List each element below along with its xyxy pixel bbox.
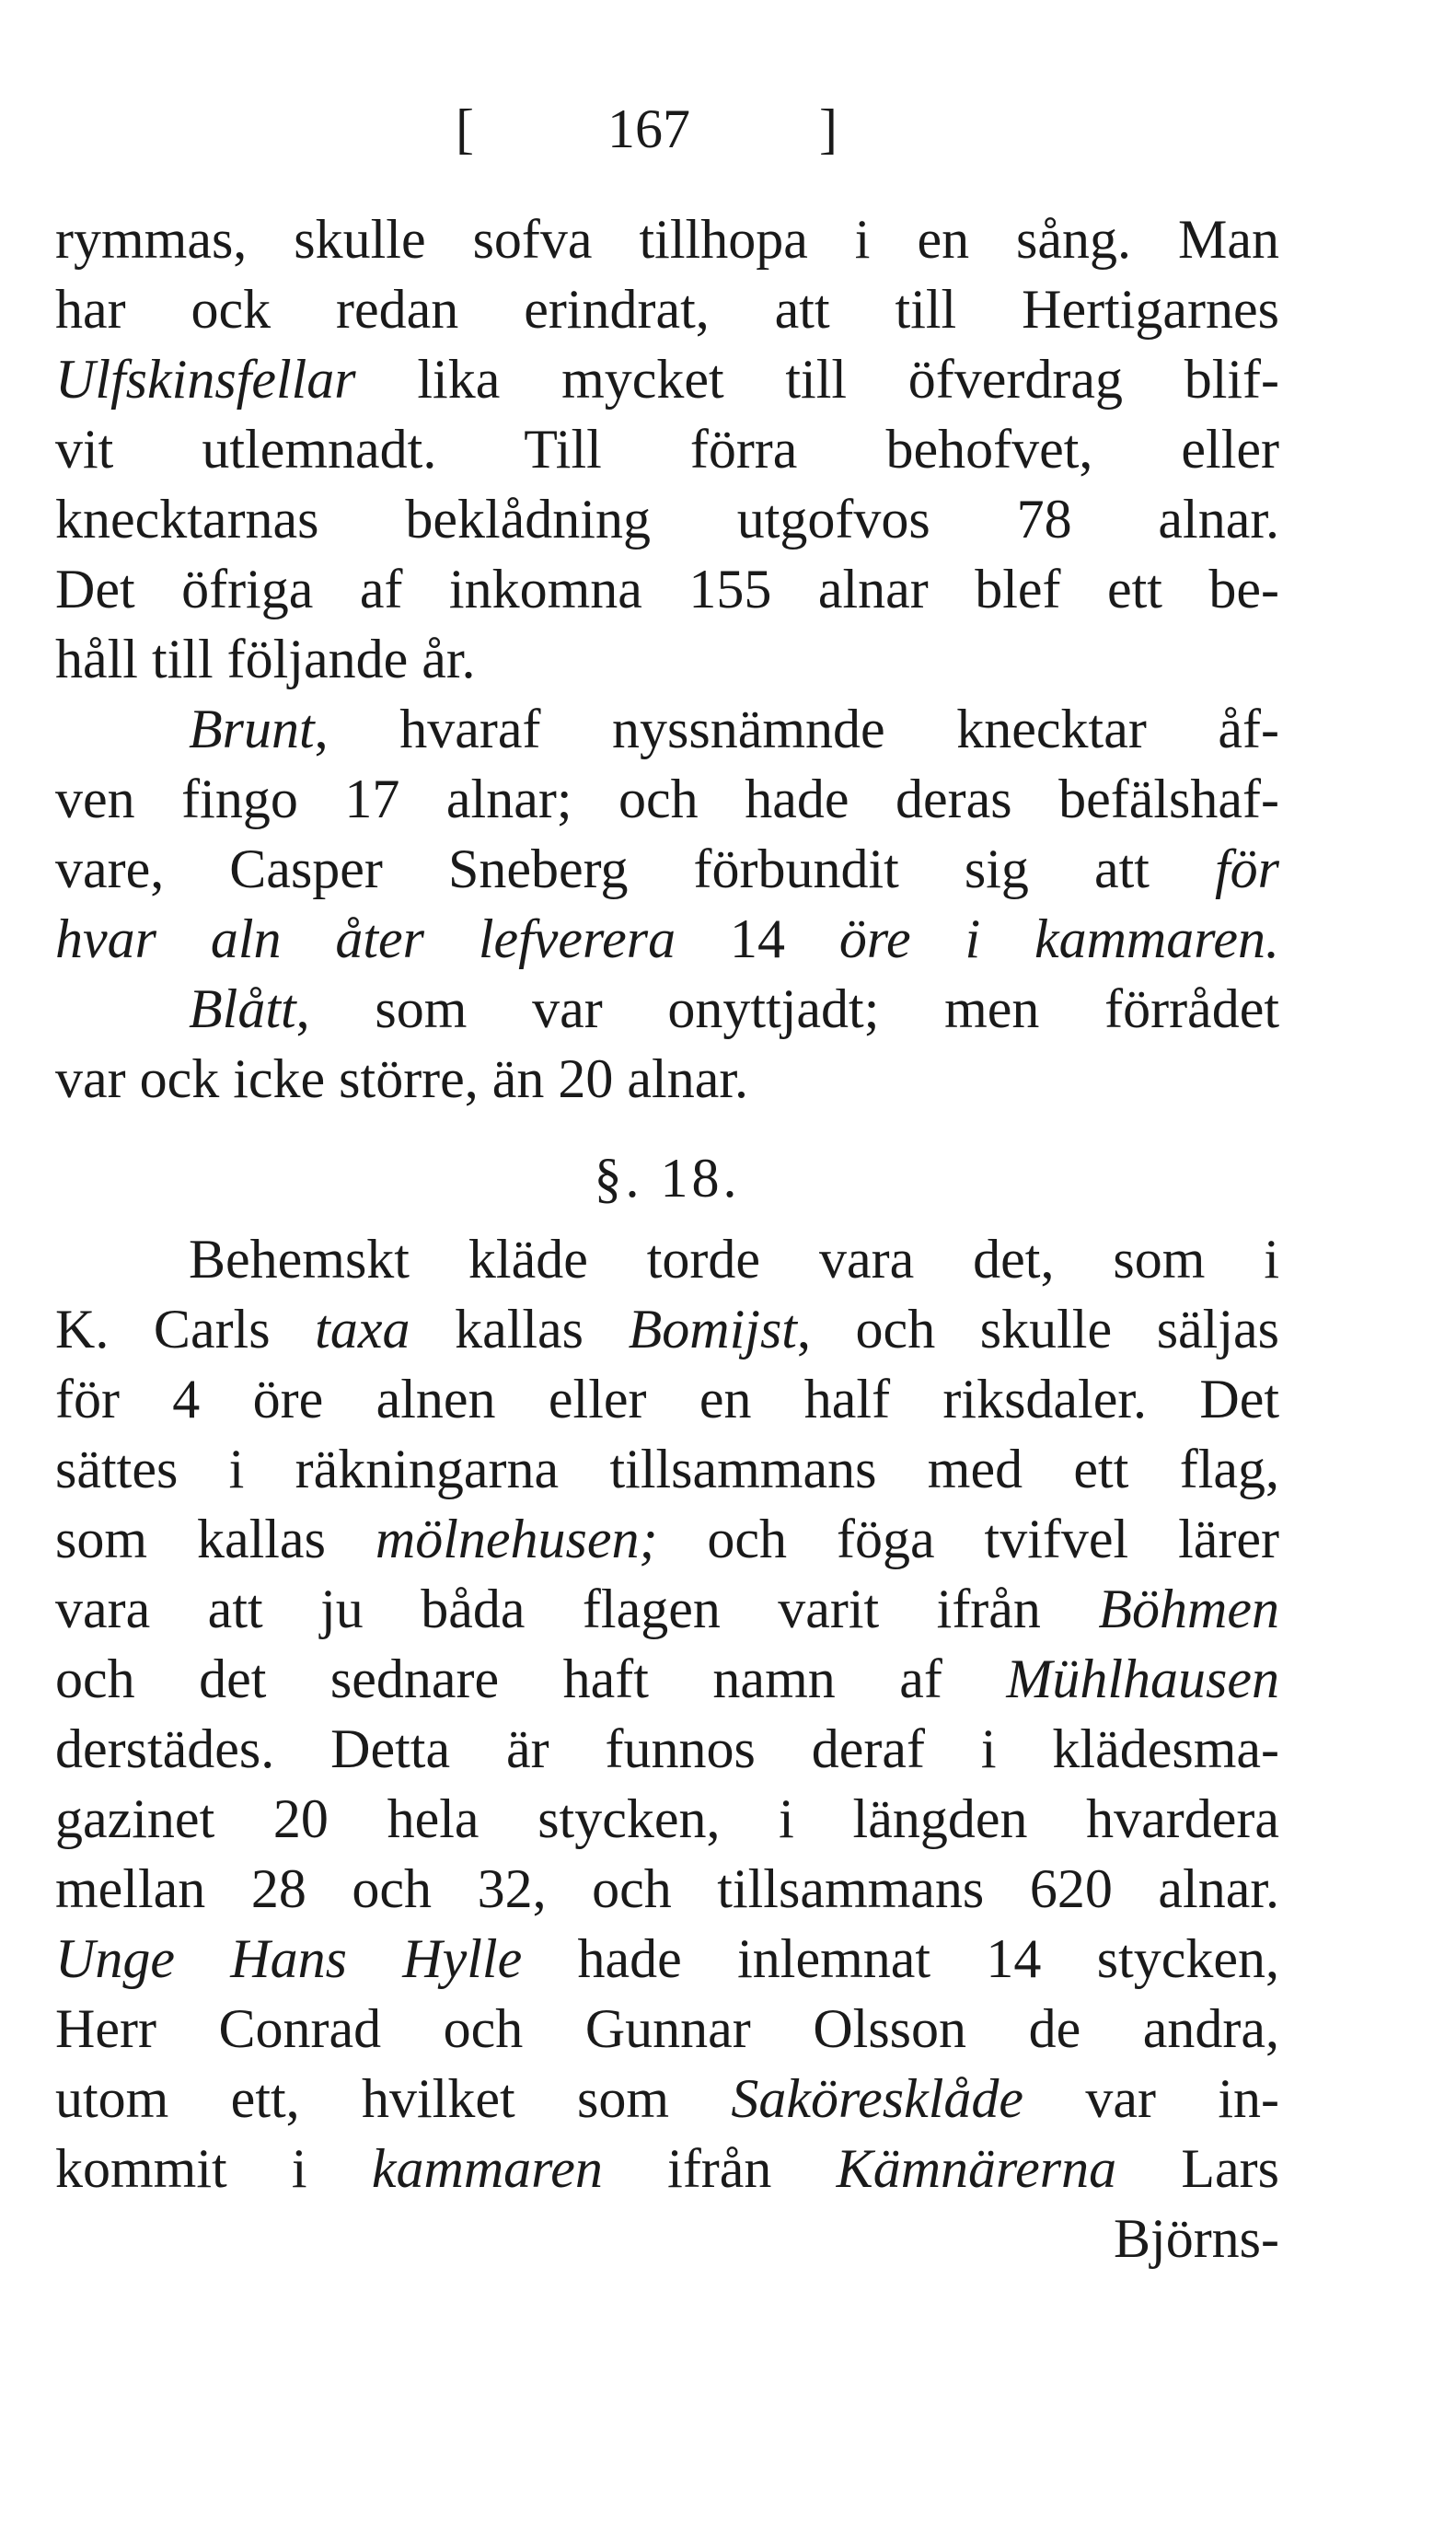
text-line <box>55 1924 1279 1994</box>
section-heading <box>55 1114 1279 1215</box>
line-text: var ock icke större, än 20 alnar. <box>55 1048 749 1109</box>
italic-term: Böhmen <box>1098 1579 1279 1639</box>
text-line <box>55 1644 1279 1714</box>
italic-term: Brunt <box>189 699 315 759</box>
italic-term: Kämnärerna <box>836 2138 1117 2199</box>
line-text: , hvaraf nyssnämnde knecktar åf- <box>314 699 1279 759</box>
line-text: gazinet 20 hela stycken, i längden hvardera <box>55 1788 1279 1849</box>
line-text: utom ett, hvilket som <box>55 2068 732 2129</box>
line-text: kommit i <box>55 2138 372 2199</box>
line-text: ven fingo 17 alnar; och hade deras befälshaf- <box>55 769 1279 829</box>
catchword-text: Björns- <box>1114 2208 1279 2269</box>
text-line <box>55 554 1279 624</box>
text-line <box>55 274 1279 344</box>
line-text: , och skulle säljas <box>796 1299 1279 1359</box>
text-line <box>55 414 1279 484</box>
line-text: hade inlemnat 14 stycken, <box>522 1928 1279 1989</box>
text-line <box>55 1504 1279 1574</box>
line-text: K. Carls <box>55 1299 316 1359</box>
header-bracket-right: ] <box>819 98 838 159</box>
line-text: rymmas, skulle sofva tillhopa i en sång. Man <box>55 209 1279 270</box>
italic-term: Mühlhausen <box>1006 1649 1279 1709</box>
text-line <box>55 2064 1279 2134</box>
line-text: för 4 öre alnen eller en half riksdaler. Det <box>55 1369 1279 1429</box>
text-line <box>55 1714 1279 1784</box>
line-text: derstädes. Detta är funnos deraf i klädesma- <box>55 1718 1279 1779</box>
text-line <box>55 1994 1279 2064</box>
line-text: lika mycket till öfverdrag blif- <box>355 349 1279 410</box>
text-line <box>55 484 1279 554</box>
italic-term: Saköresklåde <box>731 2068 1024 2129</box>
line-text: och det sednare haft namn af <box>55 1649 1007 1709</box>
line-text: som kallas <box>55 1509 376 1569</box>
line-text: knecktarnas beklådning utgofvos 78 alnar. <box>55 489 1279 550</box>
line-text: Behemskt kläde torde vara det, som i <box>189 1229 1279 1290</box>
header-bracket-left: [ <box>456 98 474 159</box>
text-line <box>55 1294 1279 1364</box>
italic-term: kammaren <box>371 2138 603 2199</box>
italic-term: Ulfskinsfellar <box>55 349 356 410</box>
line-text: , som var onyttjadt; men förrådet <box>295 978 1279 1039</box>
line-text: och föga tvifvel lärer <box>657 1509 1279 1569</box>
italic-term: Bomijst <box>628 1299 797 1359</box>
text-line <box>55 1044 1279 1114</box>
text-line <box>55 764 1279 834</box>
line-text: Herr Conrad och Gunnar Olsson de andra, <box>55 1998 1279 2059</box>
line-text: mellan 28 och 32, och tillsammans 620 alnar. <box>55 1858 1279 1919</box>
line-text: vare, Casper Sneberg förbundit sig att <box>55 839 1215 899</box>
page-number: 167 <box>607 98 690 159</box>
text-line <box>55 1224 1279 1294</box>
italic-term: hvar aln åter lefverera <box>55 908 676 969</box>
line-text: Det öfriga af inkomna 155 alnar blef ett be- <box>55 559 1279 619</box>
text-line <box>55 1434 1279 1504</box>
text-line <box>55 904 1279 974</box>
text-line <box>55 834 1279 904</box>
text-line <box>55 624 1279 694</box>
line-text: ifrån <box>602 2138 837 2199</box>
line-text: vara att ju båda flagen varit ifrån <box>55 1579 1099 1639</box>
italic-term: öre i kammaren. <box>838 908 1280 969</box>
page-header <box>0 92 1456 166</box>
italic-term: Unge Hans Hylle <box>55 1928 523 1989</box>
text-line <box>55 1784 1279 1854</box>
italic-term: Blått <box>189 978 296 1039</box>
text-line <box>55 1574 1279 1644</box>
line-text: håll till följande år. <box>55 629 476 689</box>
section-number: §. 18. <box>594 1148 741 1209</box>
line-text: var in- <box>1023 2068 1279 2129</box>
text-line <box>55 1364 1279 1434</box>
italic-term: taxa <box>315 1299 410 1359</box>
text-line <box>55 2134 1279 2204</box>
catchword <box>55 2204 1279 2273</box>
line-text: Lars <box>1116 2138 1279 2199</box>
italic-term: för <box>1214 839 1279 899</box>
line-text: har ock redan erindrat, att till Hertigarnes <box>55 279 1279 340</box>
text-line <box>55 974 1279 1044</box>
text-line <box>55 204 1279 274</box>
line-text: sättes i räkningarna tillsammans med ett flag, <box>55 1439 1279 1499</box>
text-line <box>55 1854 1279 1924</box>
body-text <box>55 204 1279 2273</box>
italic-term: mölnehusen; <box>375 1509 658 1569</box>
line-text: kallas <box>410 1299 629 1359</box>
line-text: vit utlemnadt. Till förra behofvet, eller <box>55 419 1279 480</box>
text-line <box>55 344 1279 414</box>
text-line <box>55 694 1279 764</box>
line-text: 14 <box>676 908 839 969</box>
